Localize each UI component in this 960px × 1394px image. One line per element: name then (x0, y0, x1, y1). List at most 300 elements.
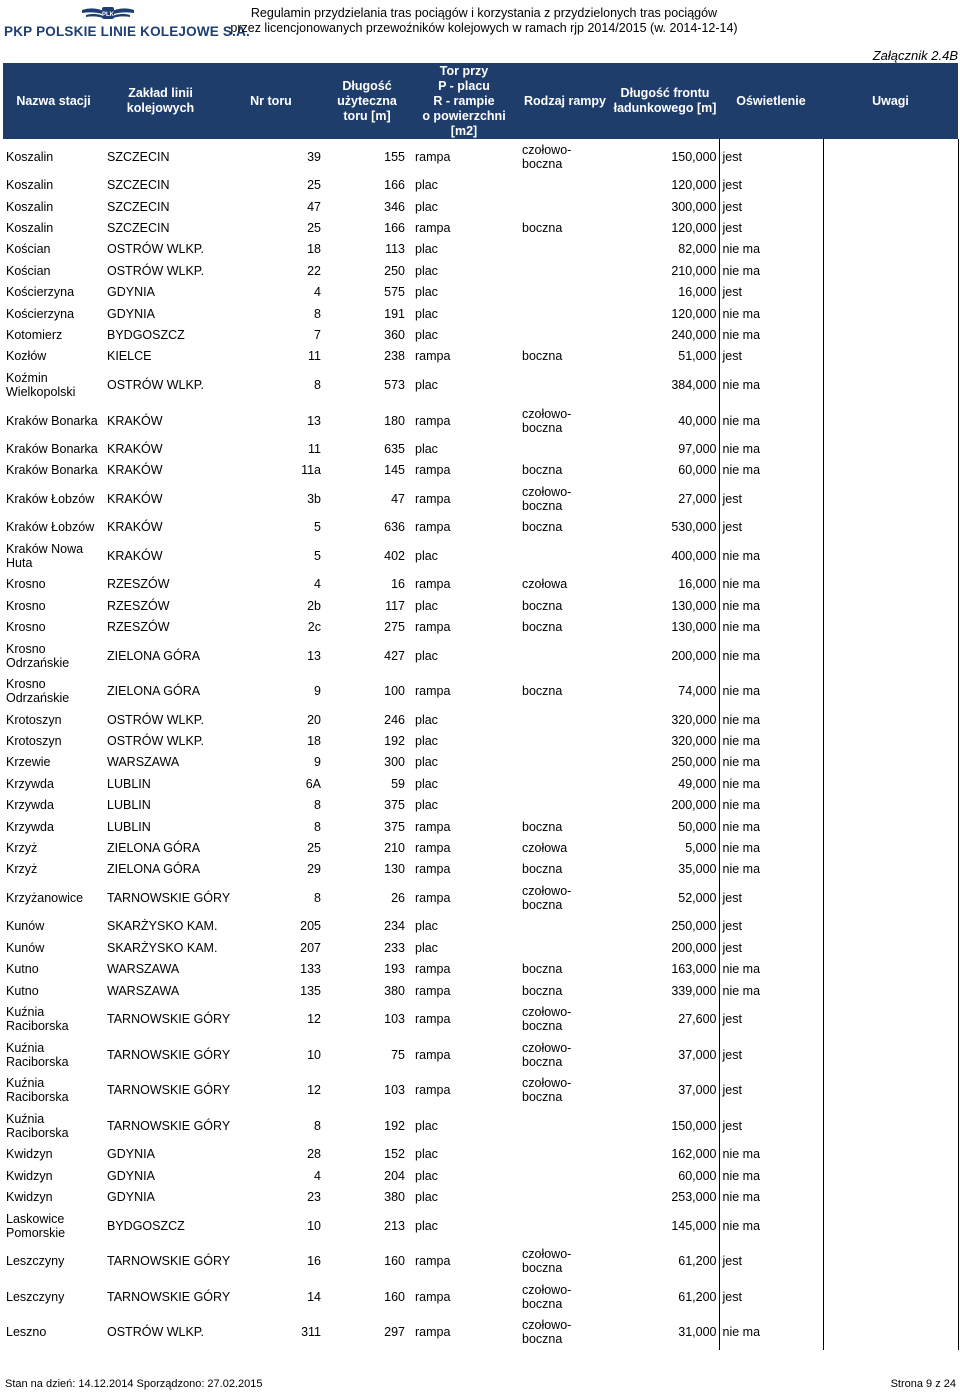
cell-light: jest (719, 937, 823, 958)
cell-track: 8 (314, 1118, 321, 1133)
cell-ramp (519, 773, 611, 794)
table-row (3, 980, 958, 1001)
col-tor-header-line: Tor przy (439, 63, 489, 78)
cell-type: plac (415, 1168, 438, 1183)
cell-light: jest (719, 481, 823, 517)
cell-front: 339,000 (671, 983, 717, 998)
cell-station: Kuźnia Raciborska (6, 1005, 69, 1034)
cell-type: plac (415, 648, 438, 663)
cell-light: jest (719, 880, 823, 916)
table-row (3, 517, 958, 538)
cell-light: jest (719, 139, 823, 175)
cell-type: rampa (415, 1012, 451, 1027)
cell-length: 160 (384, 1289, 405, 1304)
cell-light: nie ma (719, 595, 823, 616)
cell-front: 51,000 (678, 349, 717, 364)
cell-type: plac (415, 263, 438, 278)
cell-front: 35,000 (678, 862, 717, 877)
cell-front: 74,000 (678, 684, 717, 699)
cell-track: 18 (307, 734, 321, 749)
cell-type: rampa (415, 149, 451, 164)
cell-station: Kościerzyna (6, 285, 75, 300)
annex-label: Załącznik 2.4B (872, 48, 958, 63)
table-row (3, 1243, 958, 1279)
cell-ramp (519, 196, 611, 217)
cell-track: 14 (307, 1289, 321, 1304)
cell-depot: TARNOWSKIE GÓRY (107, 1118, 231, 1133)
cell-ramp (519, 937, 611, 958)
col-tor-header-line: [m2] (450, 123, 478, 138)
cell-notes (823, 1037, 958, 1073)
cell-ramp: boczna (522, 684, 563, 699)
cell-front: 120,000 (671, 178, 717, 193)
cell-ramp (519, 1108, 611, 1144)
cell-station: Krzewie (6, 755, 51, 770)
cell-ramp: boczna (522, 349, 563, 364)
cell-length: 16 (391, 577, 405, 592)
cell-ramp (519, 1186, 611, 1207)
cell-light: jest (719, 1037, 823, 1073)
cell-notes (823, 1315, 958, 1351)
cell-depot: OSTRÓW WLKP. (107, 734, 205, 749)
cell-station: Koszalin (6, 221, 54, 236)
cell-track: 8 (314, 890, 321, 905)
cell-ramp (519, 916, 611, 937)
cell-notes (823, 460, 958, 481)
cell-ramp: boczna (522, 221, 563, 236)
cell-station: Leszczyny (6, 1289, 65, 1304)
cell-station: Laskowice Pomorskie (6, 1211, 66, 1240)
cell-track: 8 (314, 306, 321, 321)
cell-ramp (519, 1165, 611, 1186)
cell-notes (823, 880, 958, 916)
cell-notes (823, 773, 958, 794)
cell-station: Kraków Bonarka (6, 413, 98, 428)
table-row (3, 538, 958, 574)
cell-depot: GDYNIA (107, 306, 155, 321)
cell-length: 145 (384, 463, 405, 478)
cell-station: Kuźnia Raciborska (6, 1040, 69, 1069)
cell-station: Leszczyny (6, 1254, 65, 1269)
cell-track: 4 (314, 285, 321, 300)
table-row (3, 1144, 958, 1165)
cell-length: 26 (391, 890, 405, 905)
cell-station: Kraków Bonarka (6, 463, 98, 478)
cell-type: plac (415, 328, 438, 343)
cell-depot: TARNOWSKIE GÓRY (107, 890, 231, 905)
cell-type: plac (415, 242, 438, 257)
cell-length: 155 (384, 149, 405, 164)
cell-light: nie ma (719, 752, 823, 773)
cell-front: 200,000 (671, 940, 717, 955)
cell-front: 300,000 (671, 199, 717, 214)
cell-type: plac (415, 1218, 438, 1233)
cell-depot: KRAKÓW (107, 520, 163, 535)
cell-light: jest (719, 217, 823, 238)
cell-length: 238 (384, 349, 405, 364)
cell-front: 130,000 (671, 620, 717, 635)
cell-depot: TARNOWSKIE GÓRY (107, 1047, 231, 1062)
cell-track: 20 (307, 712, 321, 727)
cell-length: 192 (384, 734, 405, 749)
cell-station: Krzyżanowice (6, 890, 84, 905)
cell-front: 320,000 (671, 734, 717, 749)
cell-notes (823, 795, 958, 816)
cell-type: plac (415, 1118, 438, 1133)
document-title-line2: przez licencjonowanych przewoźników kolejowych w ramach rjp 2014/2015 (w. 2014-12-14) (230, 21, 738, 35)
cell-length: 103 (384, 1083, 405, 1098)
cell-length: 130 (384, 862, 405, 877)
cell-front: 27,000 (678, 491, 717, 506)
cell-ramp: boczna (522, 598, 563, 613)
cell-length: 213 (384, 1218, 405, 1233)
table-header-row (3, 63, 958, 139)
cell-length: 380 (384, 1190, 405, 1205)
cell-type: plac (415, 798, 438, 813)
cell-station: Koszalin (6, 199, 54, 214)
cell-track: 4 (314, 577, 321, 592)
cell-length: 297 (384, 1325, 405, 1340)
cell-depot: GDYNIA (107, 1168, 155, 1183)
table-row (3, 880, 958, 916)
cell-track: 13 (307, 648, 321, 663)
table-row (3, 1001, 958, 1037)
cell-notes (823, 282, 958, 303)
cell-type: rampa (415, 463, 451, 478)
cell-ramp (519, 752, 611, 773)
cell-ramp: boczna (522, 620, 563, 635)
table-row (3, 346, 958, 367)
cell-front: 145,000 (671, 1218, 717, 1233)
cell-depot: LUBLIN (107, 776, 151, 791)
cell-depot: SZCZECIN (107, 149, 170, 164)
cell-length: 402 (384, 548, 405, 563)
cell-front: 50,000 (678, 819, 717, 834)
cell-type: rampa (415, 620, 451, 635)
table-row (3, 574, 958, 595)
cell-station: Koszalin (6, 149, 54, 164)
cell-track: 3b (307, 491, 321, 506)
cell-track: 7 (314, 328, 321, 343)
cell-track: 311 (301, 1325, 321, 1340)
cell-notes (823, 196, 958, 217)
cell-depot: BYDGOSZCZ (107, 328, 185, 343)
cell-ramp (519, 175, 611, 196)
cell-depot: OSTRÓW WLKP. (107, 263, 205, 278)
cell-track: 11 (308, 441, 321, 456)
table-row (3, 709, 958, 730)
cell-station: Kraków Łobzów (6, 491, 95, 506)
logo-emblem-text: PLK (102, 12, 114, 18)
cell-front: 5,000 (685, 841, 717, 856)
cell-front: 150,000 (671, 149, 717, 164)
cell-track: 12 (307, 1083, 321, 1098)
cell-track: 2c (307, 620, 321, 635)
table-row (3, 859, 958, 880)
cell-light: nie ma (719, 538, 823, 574)
cell-ramp (519, 438, 611, 459)
logo-text: PKP POLSKIE LINIE KOLEJOWE S.A. (4, 24, 250, 39)
cell-ramp (519, 638, 611, 674)
cell-light: nie ma (719, 1208, 823, 1244)
cell-length: 166 (384, 221, 405, 236)
cell-type: plac (415, 598, 438, 613)
cell-ramp (519, 538, 611, 574)
cell-type: rampa (415, 1083, 451, 1098)
cell-station: Koszalin (6, 178, 54, 193)
cell-station: Kwidzyn (6, 1168, 53, 1183)
col-light-header: Oświetlenie (719, 63, 823, 139)
cell-notes (823, 438, 958, 459)
cell-ramp: czołowo-boczna (522, 1040, 572, 1069)
cell-light: nie ma (719, 816, 823, 837)
cell-type: rampa (415, 577, 451, 592)
cell-track: 28 (307, 1147, 321, 1162)
cell-track: 205 (300, 919, 321, 934)
cell-type: plac (415, 1147, 438, 1162)
cell-light: nie ma (719, 673, 823, 709)
cell-ramp: boczna (522, 983, 563, 998)
cell-station: Kościan (6, 263, 51, 278)
cell-length: 152 (384, 1147, 405, 1162)
cell-station: Krosno Odrzańskie (6, 677, 70, 706)
cell-type: plac (415, 199, 438, 214)
cell-notes (823, 595, 958, 616)
cell-light: nie ma (719, 859, 823, 880)
cell-type: plac (415, 734, 438, 749)
cell-ramp (519, 282, 611, 303)
cell-front: 27,600 (678, 1012, 717, 1027)
table-row (3, 1037, 958, 1073)
col-tor-header-line: P - placu (438, 78, 490, 93)
cell-depot: RZESZÓW (107, 620, 170, 635)
cell-depot: KRAKÓW (107, 548, 163, 563)
col-length-header: Długość użyteczna toru [m] (325, 63, 409, 139)
cell-light: nie ma (719, 709, 823, 730)
cell-track: 11 (308, 349, 321, 364)
cell-front: 16,000 (678, 285, 717, 300)
cell-ramp: boczna (522, 862, 563, 877)
cell-notes (823, 1279, 958, 1315)
cell-ramp: czołowo-boczna (522, 1076, 572, 1105)
cell-type: plac (415, 940, 438, 955)
cell-station: Kozłów (6, 349, 47, 364)
cell-type: plac (415, 919, 438, 934)
cell-track: 25 (307, 841, 321, 856)
cell-light: nie ma (719, 239, 823, 260)
cell-length: 103 (384, 1012, 405, 1027)
cell-station: Kraków Łobzów (6, 520, 95, 535)
cell-front: 120,000 (671, 306, 717, 321)
cell-light: nie ma (719, 574, 823, 595)
cell-notes (823, 517, 958, 538)
cell-station: Kutno (6, 983, 39, 998)
cell-length: 160 (384, 1254, 405, 1269)
cell-notes (823, 1208, 958, 1244)
cell-notes (823, 752, 958, 773)
cell-front: 120,000 (671, 221, 717, 236)
loading-tracks-table (3, 63, 959, 1350)
cell-station: Krotoszyn (6, 712, 62, 727)
cell-front: 162,000 (671, 1147, 717, 1162)
cell-notes (823, 1165, 958, 1186)
cell-ramp (519, 303, 611, 324)
cell-track: 16 (307, 1254, 321, 1269)
table-row (3, 616, 958, 637)
cell-length: 166 (384, 178, 405, 193)
cell-ramp (519, 1208, 611, 1244)
cell-type: plac (415, 712, 438, 727)
cell-light: nie ma (719, 773, 823, 794)
cell-depot: ZIELONA GÓRA (107, 862, 201, 877)
cell-ramp (519, 324, 611, 345)
cell-track: 10 (307, 1218, 321, 1233)
cell-station: Kościan (6, 242, 51, 257)
cell-front: 40,000 (678, 413, 717, 428)
cell-station: Krosno (6, 577, 46, 592)
cell-ramp: czołowo-boczna (522, 1005, 572, 1034)
cell-depot: RZESZÓW (107, 598, 170, 613)
cell-depot: OSTRÓW WLKP. (107, 712, 205, 727)
cell-track: 18 (307, 242, 321, 257)
cell-length: 427 (384, 648, 405, 663)
cell-depot: ZIELONA GÓRA (107, 841, 201, 856)
cell-track: 22 (307, 263, 321, 278)
cell-type: rampa (415, 491, 451, 506)
cell-light: nie ma (719, 324, 823, 345)
cell-depot: LUBLIN (107, 819, 151, 834)
cell-ramp (519, 239, 611, 260)
cell-station: Kwidzyn (6, 1190, 53, 1205)
cell-type: rampa (415, 221, 451, 236)
cell-front: 200,000 (671, 648, 717, 663)
cell-length: 193 (384, 962, 405, 977)
table-row (3, 673, 958, 709)
cell-type: plac (415, 548, 438, 563)
cell-depot: SZCZECIN (107, 178, 170, 193)
cell-notes (823, 1001, 958, 1037)
cell-front: 253,000 (671, 1190, 717, 1205)
table-row (3, 303, 958, 324)
cell-depot: SZCZECIN (107, 221, 170, 236)
table-row (3, 752, 958, 773)
cell-depot: BYDGOSZCZ (107, 1218, 185, 1233)
cell-station: Krotoszyn (6, 734, 62, 749)
cell-length: 575 (384, 285, 405, 300)
cell-light: nie ma (719, 837, 823, 858)
cell-ramp (519, 1144, 611, 1165)
cell-light: nie ma (719, 795, 823, 816)
cell-front: 200,000 (671, 798, 717, 813)
cell-track: 39 (307, 149, 321, 164)
table-row (3, 139, 958, 175)
cell-ramp (519, 367, 611, 403)
cell-track: 12 (307, 1012, 321, 1027)
cell-notes (823, 959, 958, 980)
cell-station: Krzyż (6, 841, 38, 856)
cell-front: 130,000 (671, 598, 717, 613)
table-row (3, 196, 958, 217)
cell-depot: SKARŻYSKO KAM. (107, 919, 218, 934)
cell-light: jest (719, 916, 823, 937)
cell-type: rampa (415, 413, 451, 428)
cell-light: nie ma (719, 367, 823, 403)
cell-station: Krzyż (6, 862, 38, 877)
cell-type: rampa (415, 890, 451, 905)
cell-depot: TARNOWSKIE GÓRY (107, 1012, 231, 1027)
cell-front: 31,000 (678, 1325, 717, 1340)
cell-front: 82,000 (678, 242, 717, 257)
cell-track: 10 (307, 1047, 321, 1062)
cell-type: plac (415, 306, 438, 321)
cell-track: 5 (314, 548, 321, 563)
cell-depot: GDYNIA (107, 285, 155, 300)
col-station-header: Nazwa stacji (3, 63, 104, 139)
cell-front: 16,000 (678, 577, 717, 592)
cell-notes (823, 709, 958, 730)
cell-track: 133 (300, 962, 321, 977)
cell-light: jest (719, 1243, 823, 1279)
cell-ramp: boczna (522, 962, 563, 977)
table-row (3, 837, 958, 858)
cell-type: rampa (415, 819, 451, 834)
cell-type: plac (415, 1190, 438, 1205)
cell-length: 375 (384, 819, 405, 834)
cell-depot: TARNOWSKIE GÓRY (107, 1289, 231, 1304)
cell-ramp (519, 795, 611, 816)
cell-track: 9 (314, 684, 321, 699)
cell-length: 204 (384, 1168, 405, 1183)
cell-notes (823, 346, 958, 367)
cell-track: 8 (314, 377, 321, 392)
cell-station: Kraków Bonarka (6, 441, 98, 456)
cell-light: jest (719, 1108, 823, 1144)
cell-depot: KIELCE (107, 349, 152, 364)
table-row (3, 460, 958, 481)
cell-type: rampa (415, 841, 451, 856)
cell-light: jest (719, 196, 823, 217)
cell-ramp: czołowo-boczna (522, 406, 572, 435)
cell-length: 573 (384, 377, 405, 392)
cell-front: 61,200 (678, 1254, 717, 1269)
cell-track: 8 (314, 798, 321, 813)
cell-ramp: czołowo-boczna (522, 1318, 572, 1347)
cell-light: nie ma (719, 638, 823, 674)
table-row (3, 595, 958, 616)
col-tor-header (409, 63, 519, 139)
cell-front: 37,000 (678, 1047, 717, 1062)
cell-ramp: czołowo-boczna (522, 1282, 572, 1311)
cell-length: 210 (384, 841, 405, 856)
cell-type: rampa (415, 349, 451, 364)
cell-depot: LUBLIN (107, 798, 151, 813)
cell-front: 163,000 (671, 962, 717, 977)
cell-light: nie ma (719, 980, 823, 1001)
cell-light: nie ma (719, 616, 823, 637)
cell-length: 47 (391, 491, 405, 506)
cell-notes (823, 980, 958, 1001)
cell-station: Krosno (6, 598, 46, 613)
cell-front: 384,000 (671, 377, 717, 392)
cell-depot: TARNOWSKIE GÓRY (107, 1083, 231, 1098)
table-row (3, 638, 958, 674)
col-front-header: Długość frontu ładunkowego [m] (611, 63, 719, 139)
cell-length: 233 (384, 940, 405, 955)
cell-ramp: czołowa (522, 841, 568, 856)
cell-type: rampa (415, 962, 451, 977)
col-tor-header-line: R - rampie (433, 93, 495, 108)
cell-depot: GDYNIA (107, 1190, 155, 1205)
